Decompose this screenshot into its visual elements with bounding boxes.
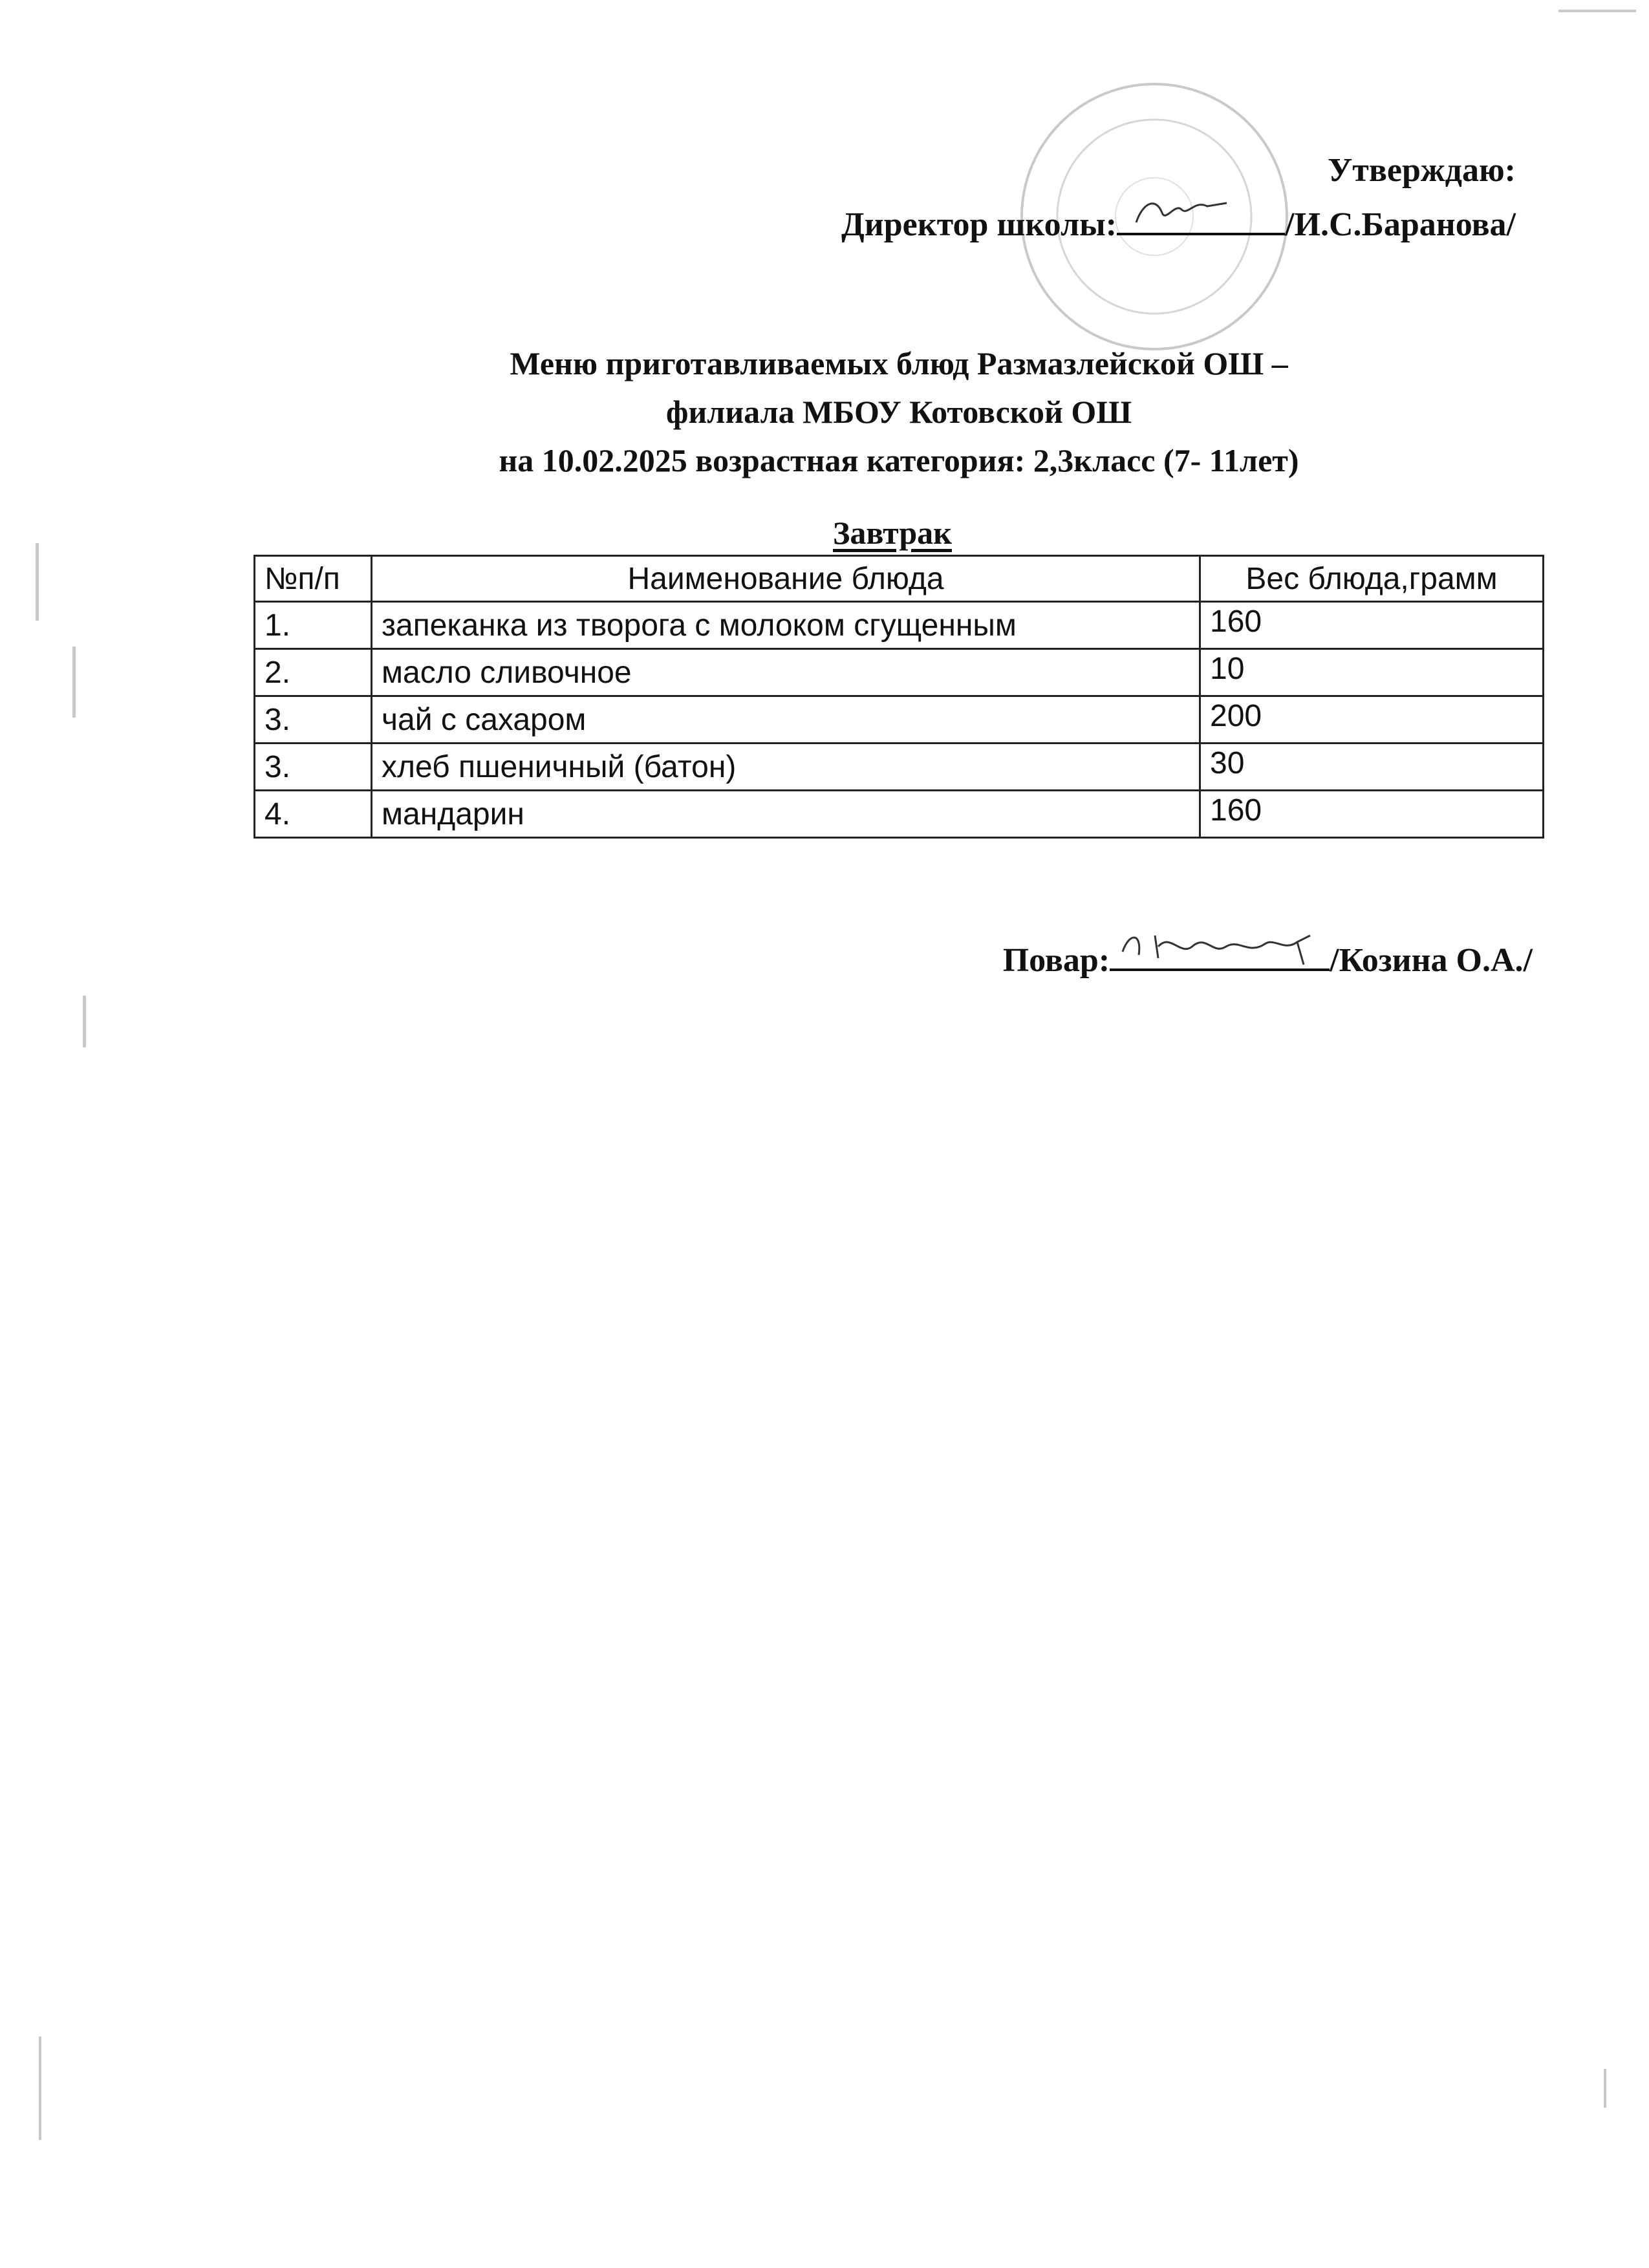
row-number: 3. <box>255 696 372 744</box>
director-prefix: Директор школы: <box>841 206 1117 243</box>
page-title <box>252 339 1546 485</box>
scan-artifact <box>1604 2069 1606 2108</box>
row-dish: масло сливочное <box>372 649 1200 696</box>
title-line-2: филиала МБОУ Котовской ОШ <box>665 394 1132 430</box>
table-row <box>255 649 1544 696</box>
table-row <box>255 744 1544 791</box>
cook-name: /Козина О.А./ <box>1330 942 1533 979</box>
cook-signature <box>1110 939 1330 971</box>
table-row <box>255 696 1544 744</box>
row-number: 1. <box>255 602 372 649</box>
row-weight: 200 <box>1200 696 1544 744</box>
cook-prefix: Повар: <box>1002 942 1110 979</box>
row-number: 2. <box>255 649 372 696</box>
table-header-row <box>255 556 1544 602</box>
approval-label: Утверждаю: <box>1328 152 1516 189</box>
row-weight: 160 <box>1200 602 1544 649</box>
row-dish: мандарин <box>372 791 1200 838</box>
header-dish: Наименование блюда <box>372 556 1200 602</box>
row-dish: хлеб пшеничный (батон) <box>372 744 1200 791</box>
header-number: №п/п <box>255 556 372 602</box>
row-number: 4. <box>255 791 372 838</box>
scan-artifact <box>83 996 86 1047</box>
header-weight: Вес блюда,грамм <box>1200 556 1544 602</box>
table-row <box>255 791 1544 838</box>
director-signature-line <box>841 198 1516 252</box>
meal-heading: Завтрак <box>833 515 952 551</box>
scan-artifact <box>39 2037 41 2140</box>
scan-artifact <box>36 543 39 621</box>
approval-block <box>841 144 1516 252</box>
title-line-3: на 10.02.2025 возрастная категория: 2,3класс (7- 11лет) <box>499 442 1299 478</box>
scan-artifact <box>1558 10 1636 12</box>
scan-artifact <box>72 647 76 718</box>
row-weight: 30 <box>1200 744 1544 791</box>
row-weight: 160 <box>1200 791 1544 838</box>
director-signature <box>1117 203 1285 235</box>
table-row <box>255 602 1544 649</box>
row-dish: чай с сахаром <box>372 696 1200 744</box>
row-dish: запеканка из творога с молоком сгущенным <box>372 602 1200 649</box>
row-number: 3. <box>255 744 372 791</box>
row-weight: 10 <box>1200 649 1544 696</box>
menu-table <box>253 555 1544 839</box>
director-name: /И.С.Баранова/ <box>1285 206 1516 243</box>
cook-signature-line <box>1003 939 1533 979</box>
title-line-1: Меню приготавливаемых блюд Размазлейской ОШ – <box>510 345 1288 381</box>
